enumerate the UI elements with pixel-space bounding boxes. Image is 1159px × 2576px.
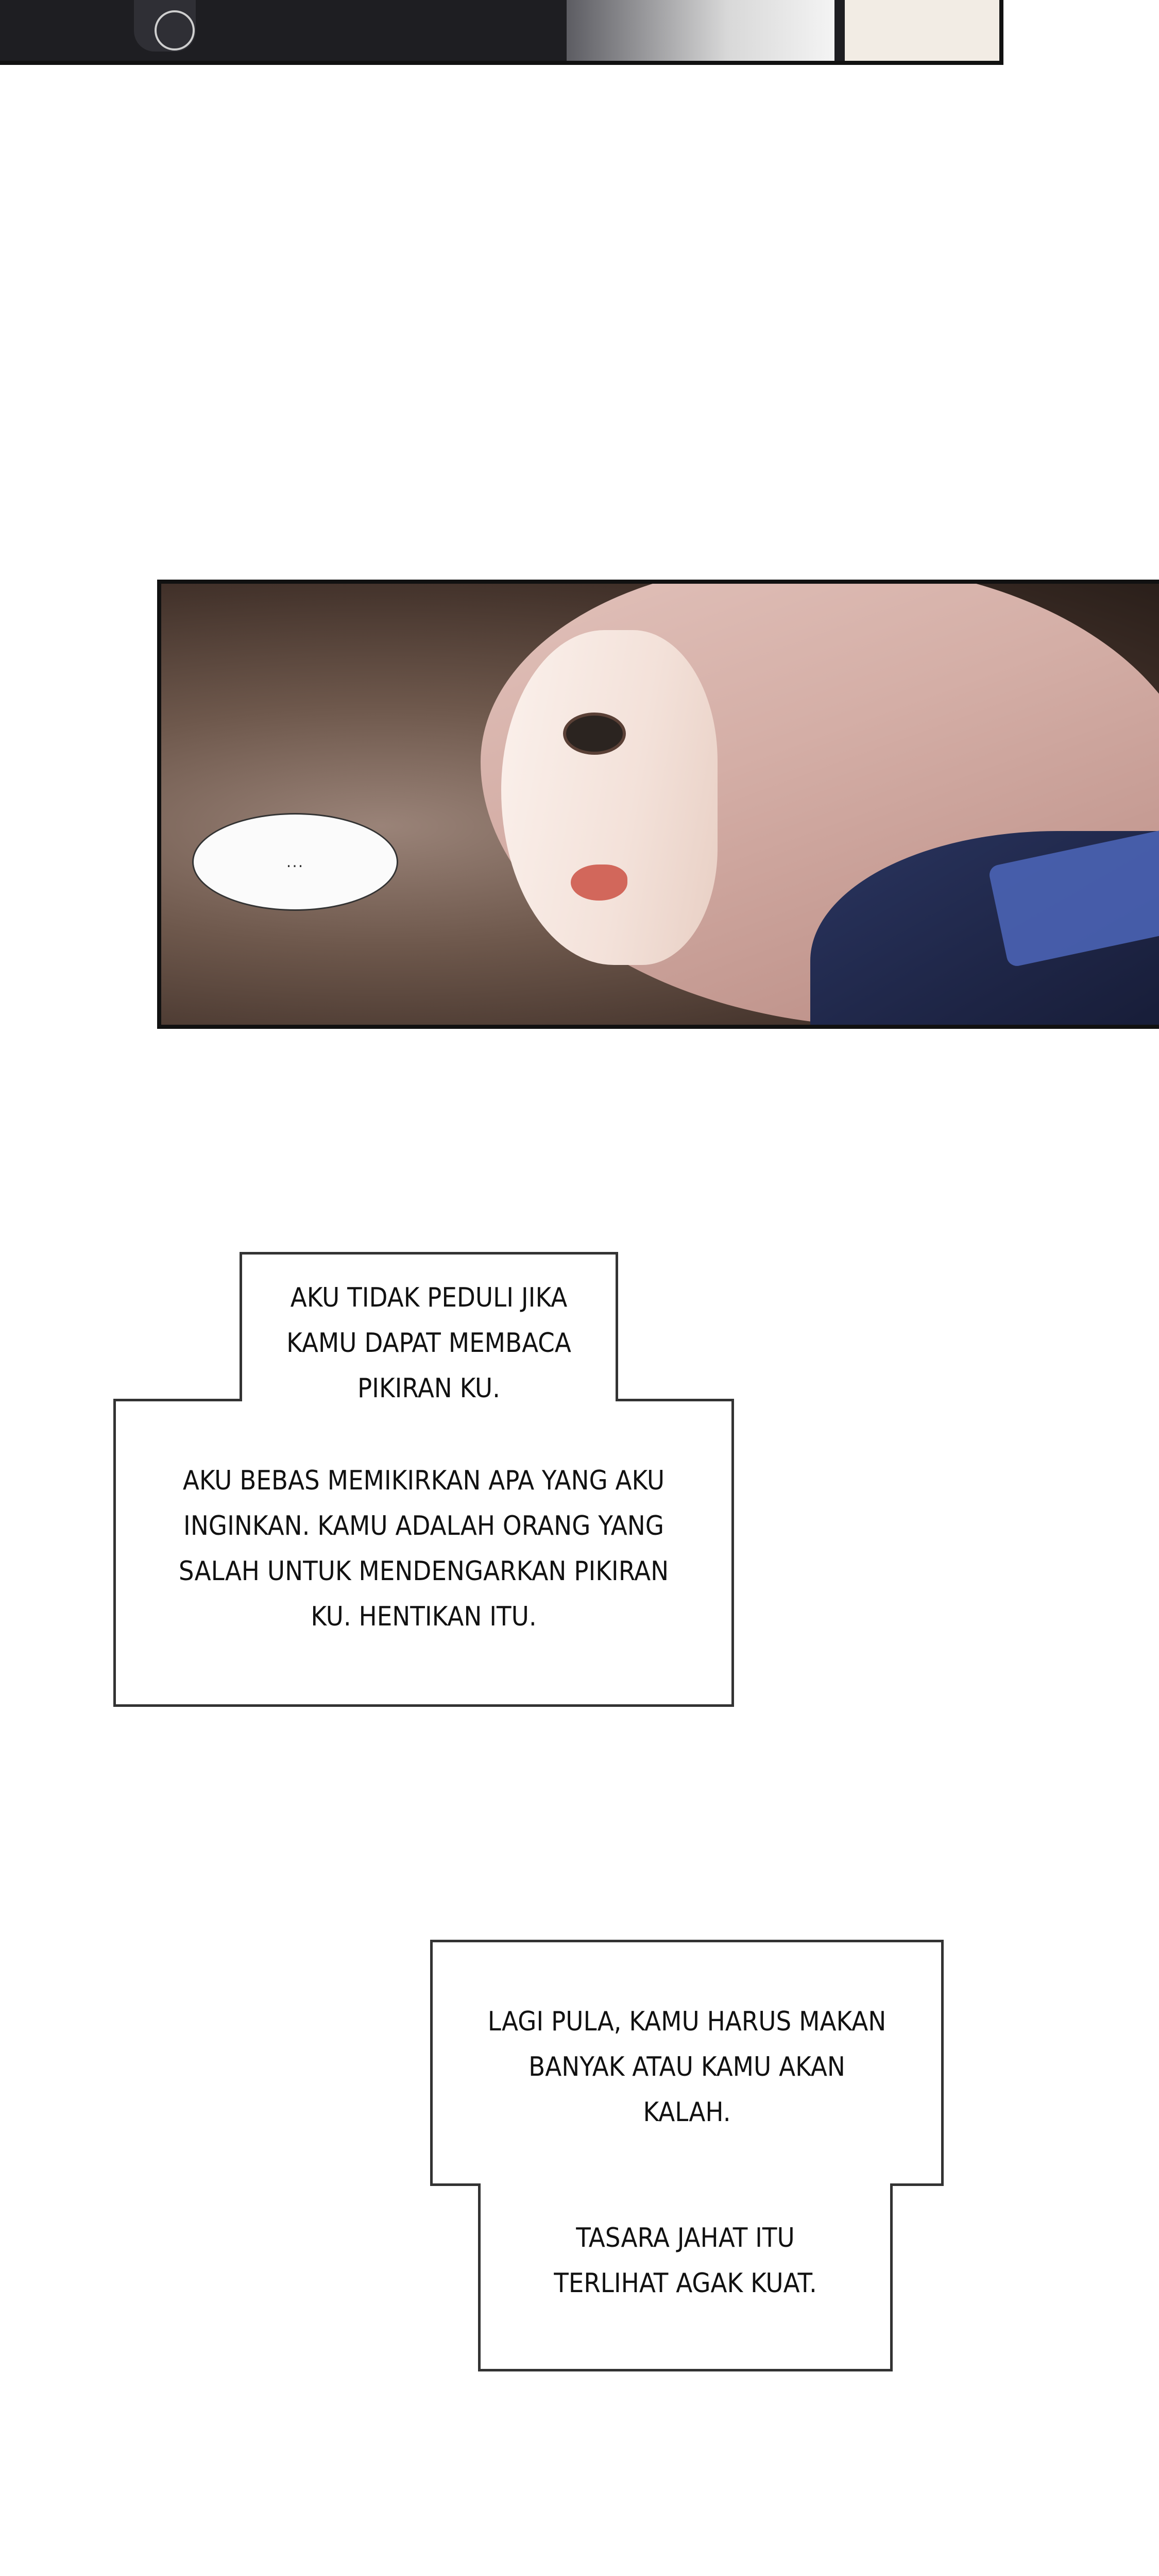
woman-profile-panel [157,580,1159,1029]
ellipsis-speech-bubble: ... [192,813,398,911]
panel-highlight [845,0,999,61]
narration-2-lower-text: TASARA JAHAT ITU TERLIHAT AGAK KUAT. [554,2223,817,2299]
woman-face [501,630,718,965]
woman-lips [571,865,627,901]
armor-detail [567,0,834,61]
top-partial-panel [0,0,1003,65]
narration-2-joint [481,2179,890,2188]
narration-1-lower-text: AKU BEBAS MEMIKIRKAN APA YANG AKU INGINKAN. KAMU ADALAH ORANG YANG SALAH UNTUK MENDENGARKAN PIKIRAN KU. HENTIKAN ITU. [178,1465,669,1632]
woman-eye [563,713,626,755]
ornament-emblem [155,10,195,50]
narration-2-upper-text: LAGI PULA, KAMU HARUS MAKAN BANYAK ATAU KAMU AKAN KALAH. [487,2006,887,2128]
narration-1-upper-text: AKU TIDAK PEDULI JIKA KAMU DAPAT MEMBACA PIKIRAN KU. [286,1282,571,1404]
